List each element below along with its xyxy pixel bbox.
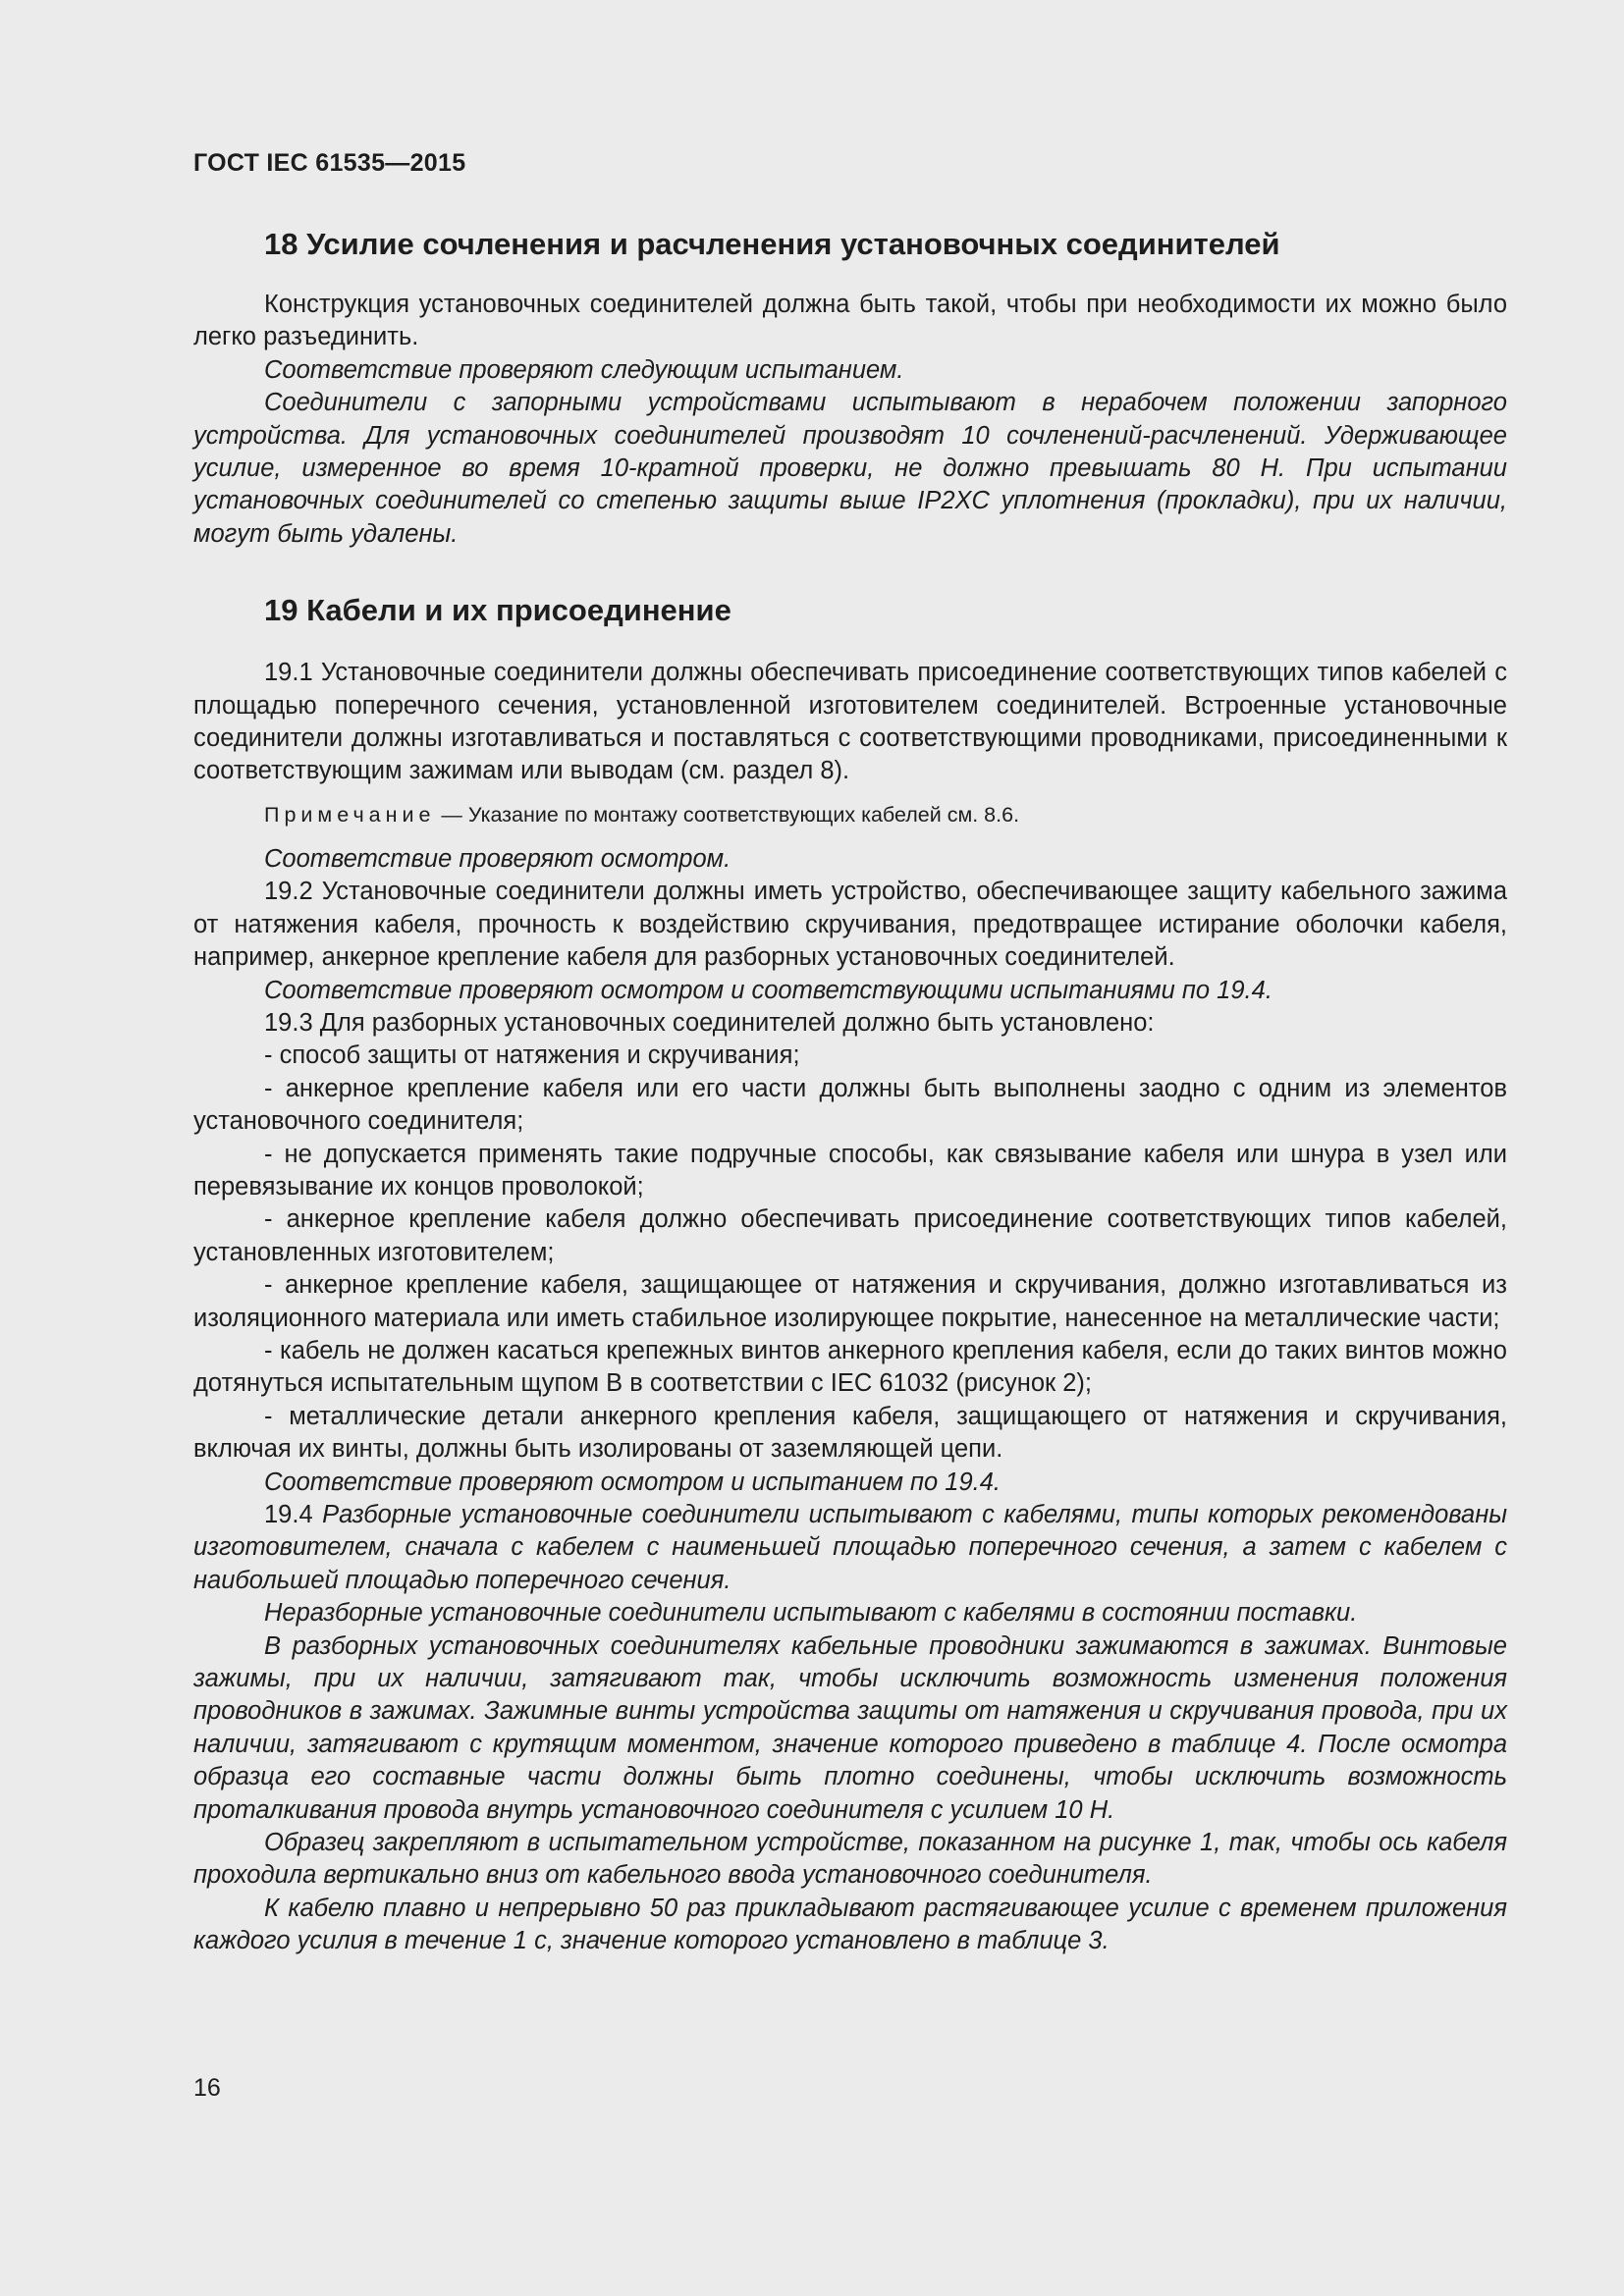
clause-19-4-text: Разборные установочные соединители испытывают с кабелями, типы которых рекомендованы изготовителем, сначала с кабелем с наименьшей площадью поперечного сечения, а затем с кабелем с наибольшей площадью поперечного сечения.	[193, 1501, 1507, 1594]
clause-19-3: 19.3 Для разборных установочных соединителей должно быть установлено:	[264, 1008, 1155, 1037]
clause-number: 19.4	[264, 1501, 323, 1528]
page-number: 16	[193, 2074, 221, 2102]
list-item: - анкерное крепление кабеля или его части должны быть выполнены заодно с одним из элементов установочного соединителя;	[193, 1074, 1507, 1136]
list-item: - металлические детали анкерного крепления кабеля, защищающего от натяжения и скручивания, включая их винты, должны быть изолированы от заземляющей цепи.	[193, 1402, 1507, 1464]
clause-19-4-paragraph: В разборных установочных соединителях кабельные проводники зажимаются в зажимах. Винтовые зажимы, при их наличии, затягивают так, чтобы исключить возможность изменения положения проводников в зажимах. Зажимные винты устройства защиты от натяжения и скручивания провода, при их наличии, затягивают с крутящим моментом, значение которого приведено в таблице 4. После осмотра образца его составные части должны быть плотно соединены, чтобы исключить возможность проталкивания провода внутрь установочного соединителя с усилием 10 Н.	[193, 1631, 1507, 1824]
page-content	[193, 222, 1507, 1958]
list-item: - не допускается применять такие подручные способы, как связывание кабеля или шнура в узел или перевязывание их концов проволокой;	[193, 1140, 1507, 1201]
clause-19-2: 19.2 Установочные соединители должны иметь устройство, обеспечивающее защиту кабельного зажима от натяжения кабеля, прочность к воздействию скручивания, предотвращее истирание оболочки кабеля, например, анкерное крепление кабеля для разборных установочных соединителей.	[193, 878, 1507, 972]
note	[193, 800, 1507, 829]
clause-19-3-compliance: Соответствие проверяют осмотром и испытанием по 19.4.	[264, 1468, 1001, 1496]
clause-19-1: 19.1 Установочные соединители должны обеспечивать присоединение соответствующих типов кабелей с площадью поперечного сечения, установленной изготовителем соединителей. Встроенные установочные соединители должны изготавливаться и поставляться с соответствующими проводниками, присоединенными к соответствующим зажимам или выводам (см. раздел 8).	[193, 659, 1507, 785]
standard-header: ГОСТ IEC 61535—2015	[193, 149, 466, 177]
clause-19-4-paragraph: Образец закрепляют в испытательном устройстве, показанном на рисунке 1, так, чтобы ось кабеля проходила вертикально вниз от кабельного ввода установочного соединителя.	[193, 1829, 1507, 1890]
section-18-compliance: Соответствие проверяют следующим испытанием.	[264, 355, 904, 384]
section-18-test-method: Соединители с запорными устройствами испытывают в нерабочем положении запорного устройства. Для установочных соединителей производят 10 сочленений-расчленений. Удерживающее усилие, измеренное во время 10-кратной проверки, не должно превышать 80 Н. При испытании установочных соединителей со степенью защиты выше IP2XC уплотнения (прокладки), при их наличии, могут быть удалены.	[193, 389, 1507, 548]
list-item: - кабель не должен касаться крепежных винтов анкерного крепления кабеля, если до таких винтов можно дотянуться испытательным щупом B в соответствии с IEC 61032 (рисунок 2);	[193, 1336, 1507, 1398]
list-item: - анкерное крепление кабеля должно обеспечивать присоединение соответствующих типов кабелей, установленных изготовителем;	[193, 1205, 1507, 1266]
section-19-heading: 19 Кабели и их присоединение	[264, 593, 731, 628]
clause-19-4	[193, 1499, 1507, 1597]
section-18-paragraph: Конструкция установочных соединителей должна быть такой, чтобы при необходимости их можно было легко разъединить.	[193, 291, 1507, 351]
clause-19-2-compliance: Соответствие проверяют осмотром и соответствующими испытаниями по 19.4.	[264, 976, 1272, 1004]
list-item: - анкерное крепление кабеля, защищающее от натяжения и скручивания, должно изготавливаться из изоляционного материала или иметь стабильное изолирующее покрытие, нанесенное на металлические части;	[193, 1271, 1507, 1332]
note-label: Примечание	[264, 802, 436, 827]
section-18-heading: 18 Усилие сочленения и расчленения установочных соединителей	[264, 227, 1280, 261]
note-text: — Указание по монтажу соответствующих кабелей см. 8.6.	[435, 802, 1020, 827]
clause-19-4-paragraph: Неразборные установочные соединители испытывают с кабелями в состоянии поставки.	[264, 1599, 1358, 1628]
clause-19-4-paragraph: К кабелю плавно и непрерывно 50 раз прикладывают растягивающее усилие с временем приложения каждого усилия в течение 1 с, значение которого установлено в таблице 3.	[193, 1894, 1507, 1955]
list-item: - способ защиты от натяжения и скручивания;	[264, 1041, 800, 1070]
clause-19-1-compliance: Соответствие проверяют осмотром.	[264, 844, 731, 873]
